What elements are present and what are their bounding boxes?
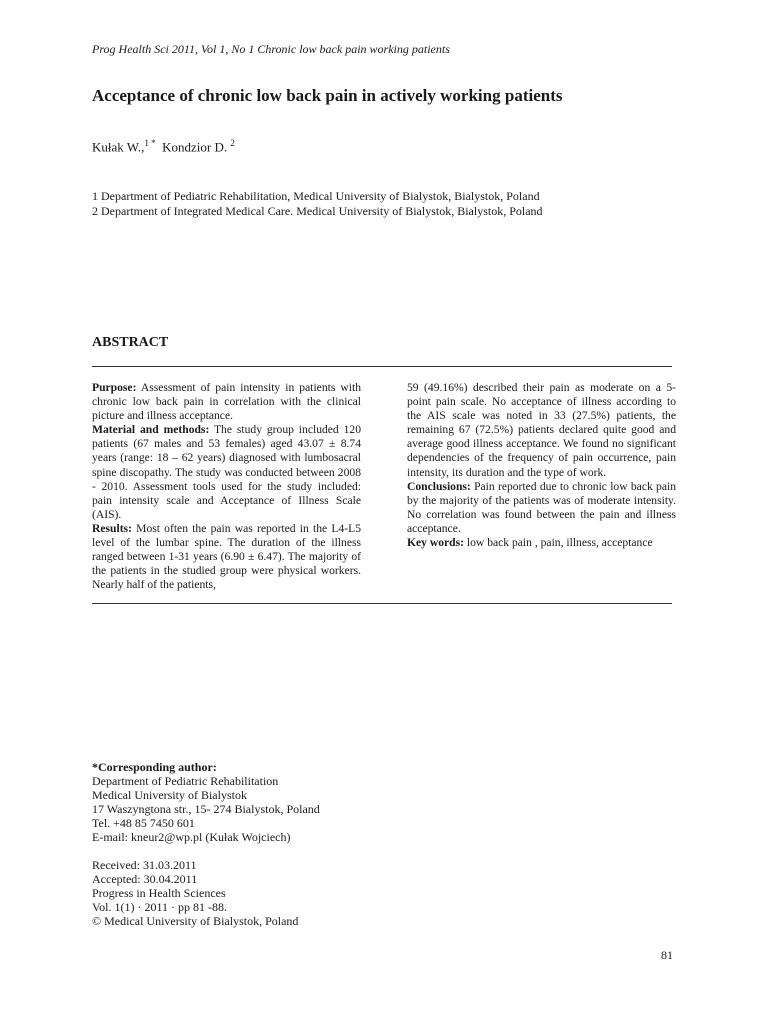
section-divider xyxy=(92,603,672,604)
abstract-paragraph xyxy=(407,480,676,536)
abstract-paragraph xyxy=(407,381,676,480)
abstract-text: Assessment of pain intensity in patients with chronic low back pain in correlation with the clinical picture and illness acceptance. xyxy=(92,381,361,423)
abstract-paragraph xyxy=(92,522,361,592)
abstract-paragraph xyxy=(92,381,361,423)
abstract-text: Pain reported due to chronic low back pain by the majority of the patients was of moderate intensity. No correlation was found between the pain and illness acceptance. xyxy=(407,479,676,535)
section-label: Key words: xyxy=(407,536,464,550)
author-name: Kułak W., xyxy=(92,139,145,155)
section-label: Material and methods: xyxy=(92,423,210,437)
publication-info xyxy=(92,858,298,928)
author-name: Kondzior D. xyxy=(162,139,228,155)
author-list xyxy=(92,138,235,155)
publication-line: Received: 31.03.2011 xyxy=(92,858,197,872)
affiliations xyxy=(92,189,543,219)
corresponding-line: Tel. +48 85 7450 601 xyxy=(92,816,195,830)
article-title: Acceptance of chronic low back pain in actively working patients xyxy=(92,86,563,105)
section-label: Results: xyxy=(92,521,132,535)
author-affiliation-mark: 1 * xyxy=(144,138,156,148)
publication-line: Progress in Health Sciences xyxy=(92,886,226,900)
page-number: 81 xyxy=(661,948,673,962)
abstract-paragraph xyxy=(407,536,676,550)
affiliation-line: 2 Department of Integrated Medical Care. Medical University of Bialystok, Bialystok, Poland xyxy=(92,204,543,218)
abstract-text: Most often the pain was reported in the L4-L5 level of the lumbar spine. The duration of the illness ranged between 1-31 years (6.90 ± 6.47). The majority of the patients in the studied group were physical workers. Nearly half of the patients, xyxy=(92,521,361,592)
abstract-text: The study group included 120 patients (67 males and 53 females) aged 43.07 ± 8.74 years (range: 18 – 62 years) diagnosed with lumbosacral spine discopathy. The study was conducted between 2008 - 2010. Assessment tools used for the study included: pain intensity scale and Acceptance of Illness Scale (AIS). xyxy=(92,423,361,521)
corresponding-line: 17 Waszyngtona str., 15- 274 Bialystok, Poland xyxy=(92,802,320,816)
corresponding-email-line: E-mail: kneur2@wp.pl (Kułak Wojciech) xyxy=(92,830,291,844)
section-label: Purpose: xyxy=(92,381,137,394)
corresponding-author-heading: *Corresponding author: xyxy=(92,760,217,774)
publication-line: Accepted: 30.04.2011 xyxy=(92,872,198,886)
publication-line: Vol. 1(1) · 2011 · pp 81 -88. xyxy=(92,900,227,914)
author-affiliation-mark: 2 xyxy=(230,138,235,148)
corresponding-line: Department of Pediatric Rehabilitation xyxy=(92,774,279,788)
section-label: Conclusions: xyxy=(407,479,471,493)
abstract-heading: ABSTRACT xyxy=(92,335,169,350)
keywords-text: low back pain , pain, illness, acceptance xyxy=(464,536,653,550)
publication-line: © Medical University of Bialystok, Poland xyxy=(92,914,299,928)
affiliation-line: 1 Department of Pediatric Rehabilitation, Medical University of Bialystok, Bialystok, Poland xyxy=(92,189,540,203)
running-head: Prog Health Sci 2011, Vol 1, No 1 Chronic low back pain working patients xyxy=(92,42,450,56)
abstract-column-right xyxy=(407,381,676,550)
section-divider xyxy=(92,366,672,367)
corresponding-line: Medical University of Bialystok xyxy=(92,788,247,802)
corresponding-author-block xyxy=(92,760,320,844)
abstract-column-left xyxy=(92,381,361,592)
abstract-text: 59 (49.16%) described their pain as moderate on a 5-point pain scale. No acceptance of illness according to the AIS scale was noted in 33 (27.5%) patients, the remaining 67 (72.5%) patients declared quite good and average good illness acceptance. We found no significant dependencies of the frequency of pain occurrence, pain intensity, its duration and the type of work. xyxy=(407,381,676,479)
abstract-paragraph xyxy=(92,423,361,522)
